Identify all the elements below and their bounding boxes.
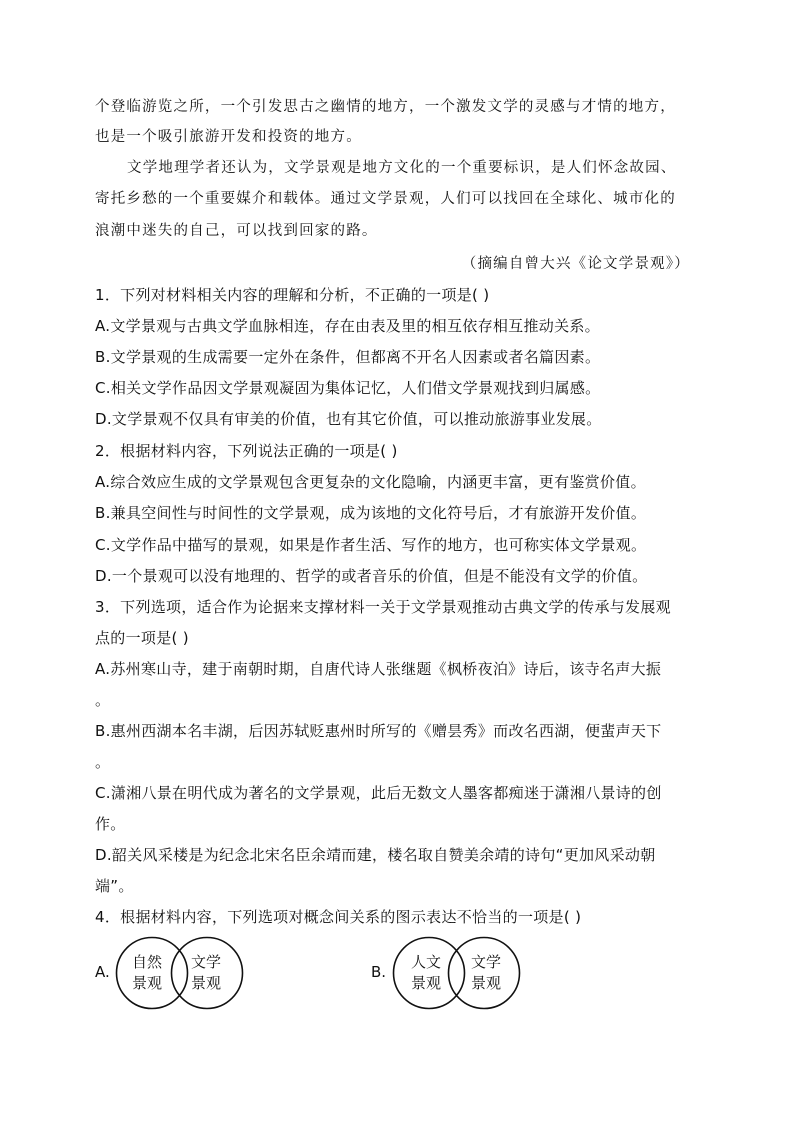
question-3-option-c[interactable]: C.潇湘八景在明代成为著名的文学景观，此后无数文人墨客都痴迷于潇湘八景诗的创 bbox=[95, 784, 662, 802]
question-3-stem-line-2: 点的一项是( ) bbox=[95, 629, 189, 647]
passage-line-4: 寄托乡愁的一个重要媒介和载体。通过文学景观，人们可以找回在全球化、城市化的 bbox=[95, 191, 676, 207]
question-3-option-d-cont: 端”。 bbox=[95, 877, 134, 895]
question-2-option-a[interactable]: A.综合效应生成的文学景观包含更复杂的文化隐喻，内涵更丰富，更有鉴赏价值。 bbox=[95, 473, 646, 491]
question-2-option-d[interactable]: D.一个景观可以没有地理的、哲学的或者音乐的价值，但是不能没有文学的价值。 bbox=[95, 567, 648, 585]
question-2-option-c[interactable]: C.文学作品中描写的景观，如果是作者生活、写作的地方，也可称实体文学景观。 bbox=[95, 536, 647, 554]
question-4-stem: 4．根据材料内容，下列选项对概念间关系的图示表达不恰当的一项是( ) bbox=[95, 908, 582, 926]
passage-line-2: 也是一个吸引旅游开发和投资的地方。 bbox=[95, 129, 362, 145]
diagram-b-right-line-2: 景观 bbox=[470, 974, 501, 992]
question-3-option-b[interactable]: B.惠州西湖本名丰湖，后因苏轼贬惠州时所写的《赠昙秀》而改名西湖，便蜚声天下 bbox=[95, 722, 662, 740]
question-3-option-d[interactable]: D.韶关风采楼是为纪念北宋名臣余靖而建，楼名取自赞美余靖的诗句“更加风采动朝 bbox=[95, 846, 656, 864]
diagram-a-right-line-2: 景观 bbox=[190, 974, 221, 992]
diagram-b-label[interactable]: B. bbox=[371, 963, 387, 981]
diagram-a-right-text bbox=[183, 952, 229, 994]
diagram-a-left-line-2: 景观 bbox=[131, 974, 162, 992]
diagram-a-venn[interactable] bbox=[114, 935, 250, 1011]
question-2-stem: 2．根据材料内容，下列说法正确的一项是( ) bbox=[95, 442, 398, 460]
question-1-option-b[interactable]: B.文学景观的生成需要一定外在条件，但都离不开名人因素或者名篇因素。 bbox=[95, 348, 601, 366]
diagram-a-left-text bbox=[124, 952, 170, 994]
question-1-option-d[interactable]: D.文学景观不仅具有审美的价值，也有其它价值，可以推动旅游事业发展。 bbox=[95, 410, 602, 428]
question-3-option-c-cont: 作。 bbox=[95, 815, 126, 833]
question-1-option-a[interactable]: A.文学景观与古典文学血脉相连，存在由表及里的相互依存相互推动关系。 bbox=[95, 317, 600, 335]
diagram-b-left-line-2: 景观 bbox=[410, 974, 441, 992]
diagram-b-right-text bbox=[463, 952, 509, 994]
diagram-a-right-line-1: 文学 bbox=[190, 953, 221, 971]
question-1-option-c[interactable]: C.相关文学作品因文学景观凝固为集体记忆，人们借文学景观找到归属感。 bbox=[95, 379, 601, 397]
diagram-b-left-text bbox=[403, 952, 449, 994]
diagram-a-label[interactable]: A. bbox=[95, 963, 110, 981]
question-3-option-a[interactable]: A.苏州寒山寺，建于南朝时期，自唐代诗人张继题《枫桥夜泊》诗后，该寺名声大振 bbox=[95, 660, 662, 678]
passage-line-1: 个登临游览之所，一个引发思古之幽情的地方，一个激发文学的灵感与才情的地方， bbox=[95, 99, 676, 115]
diagram-b-right-line-1: 文学 bbox=[470, 953, 501, 971]
question-3-option-b-cont: 。 bbox=[95, 753, 111, 771]
question-3-stem-line-1: 3．下列选项，适合作为论据来支撑材料一关于文学景观推动古典文学的传承与发展观 bbox=[95, 598, 671, 616]
passage-line-5: 浪潮中迷失的自己，可以找到回家的路。 bbox=[95, 223, 378, 239]
source-citation: （摘编自曾大兴《论文学景观》） bbox=[461, 256, 690, 272]
question-2-option-b[interactable]: B.兼具空间性与时间性的文学景观，成为该地的文化符号后，才有旅游开发价值。 bbox=[95, 504, 647, 522]
question-3-option-a-cont: 。 bbox=[95, 691, 111, 709]
question-1-stem: 1．下列对材料相关内容的理解和分析，不正确的一项是( ) bbox=[95, 286, 490, 304]
passage-line-3: 文学地理学者还认为，文学景观是地方文化的一个重要标识，是人们怀念故园、 bbox=[127, 160, 677, 176]
diagram-a-left-line-1: 自然 bbox=[131, 953, 162, 971]
diagram-b-venn[interactable] bbox=[391, 935, 527, 1011]
diagram-b-left-line-1: 人文 bbox=[410, 953, 441, 971]
